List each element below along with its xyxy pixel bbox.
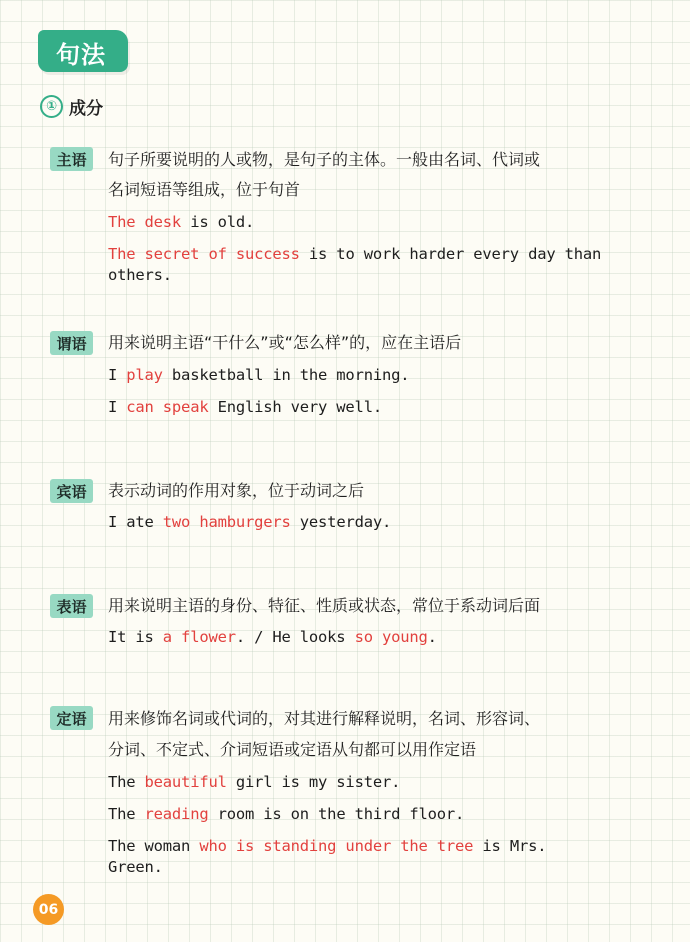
example-text: . <box>427 628 437 646</box>
subject-desc-line-1: 句子所要说明的人或物，是句子的主体。一般由名词、代词或 <box>108 150 541 169</box>
object-example-1 <box>108 512 608 533</box>
example-text: is old. <box>181 213 255 231</box>
subject-example-2 <box>108 244 608 265</box>
highlight-text: a flower <box>162 628 236 646</box>
section-title-badge <box>38 30 128 72</box>
attributive-example-3 <box>108 836 608 878</box>
example-text: The woman <box>108 837 200 855</box>
subtitle-text: 成分 <box>69 98 103 119</box>
subject-desc-line-2: 名词短语等组成，位于句首 <box>108 180 301 199</box>
highlight-text: The desk <box>108 213 182 231</box>
example-text: English very well. <box>208 398 382 416</box>
example-text: . / He looks <box>235 628 355 646</box>
highlight-text: two hamburgers <box>162 513 291 531</box>
circled-number: ① <box>40 95 63 118</box>
example-text: is to work harder every day than <box>299 245 602 263</box>
page-number-badge <box>33 894 64 925</box>
example-text: I ate <box>108 513 163 531</box>
highlight-text: beautiful <box>144 773 227 791</box>
attributive-example-1 <box>108 772 608 793</box>
tag-predicative: 表语 <box>50 594 93 618</box>
example-text: yesterday. <box>290 513 392 531</box>
attributive-desc-line-2: 分词、不定式、介词短语或定语从句都可以用作定语 <box>108 740 477 759</box>
example-text: girl is my sister. <box>226 773 401 791</box>
example-text: The <box>108 805 145 823</box>
predicative-example-1 <box>108 627 608 648</box>
example-text: I <box>108 366 127 384</box>
subject-example-2-line-2: others. <box>108 266 172 284</box>
tag-predicate: 谓语 <box>50 331 93 355</box>
subtitle <box>40 93 103 119</box>
predicate-example-2 <box>108 397 608 418</box>
predicate-example-1 <box>108 365 608 386</box>
object-desc-line-1: 表示动词的作用对象，位于动词之后 <box>108 481 365 500</box>
attributive-example-2 <box>108 804 608 825</box>
example-text: The <box>108 773 145 791</box>
predicate-desc-line-1: 用来说明主语“干什么”或“怎么样”的，应在主语后 <box>108 333 462 352</box>
highlight-text: can speak <box>126 398 209 416</box>
highlight-text: who is standing under the tree <box>199 837 474 855</box>
tag-object: 宾语 <box>50 479 93 503</box>
highlight-text: so young <box>354 628 428 646</box>
example-text: basketball in the morning. <box>162 366 410 384</box>
subject-example-1 <box>108 212 608 233</box>
example-text: I <box>108 398 127 416</box>
highlight-text: play <box>126 366 163 384</box>
example-text: It is <box>108 628 163 646</box>
page-number: 06 <box>38 901 59 918</box>
tag-subject: 主语 <box>50 147 93 171</box>
attributive-desc-line-1: 用来修饰名词或代词的，对其进行解释说明，名词、形容词、 <box>108 709 541 728</box>
example-text: room is on the third floor. <box>208 805 465 823</box>
highlight-text: The secret of success <box>108 245 300 263</box>
example-text: is Mrs. Green. <box>108 837 547 876</box>
highlight-text: reading <box>144 805 209 823</box>
section-title: 句法 <box>56 41 106 69</box>
predicative-desc-line-1: 用来说明主语的身份、特征、性质或状态，常位于系动词后面 <box>108 596 541 615</box>
tag-attributive: 定语 <box>50 706 93 730</box>
